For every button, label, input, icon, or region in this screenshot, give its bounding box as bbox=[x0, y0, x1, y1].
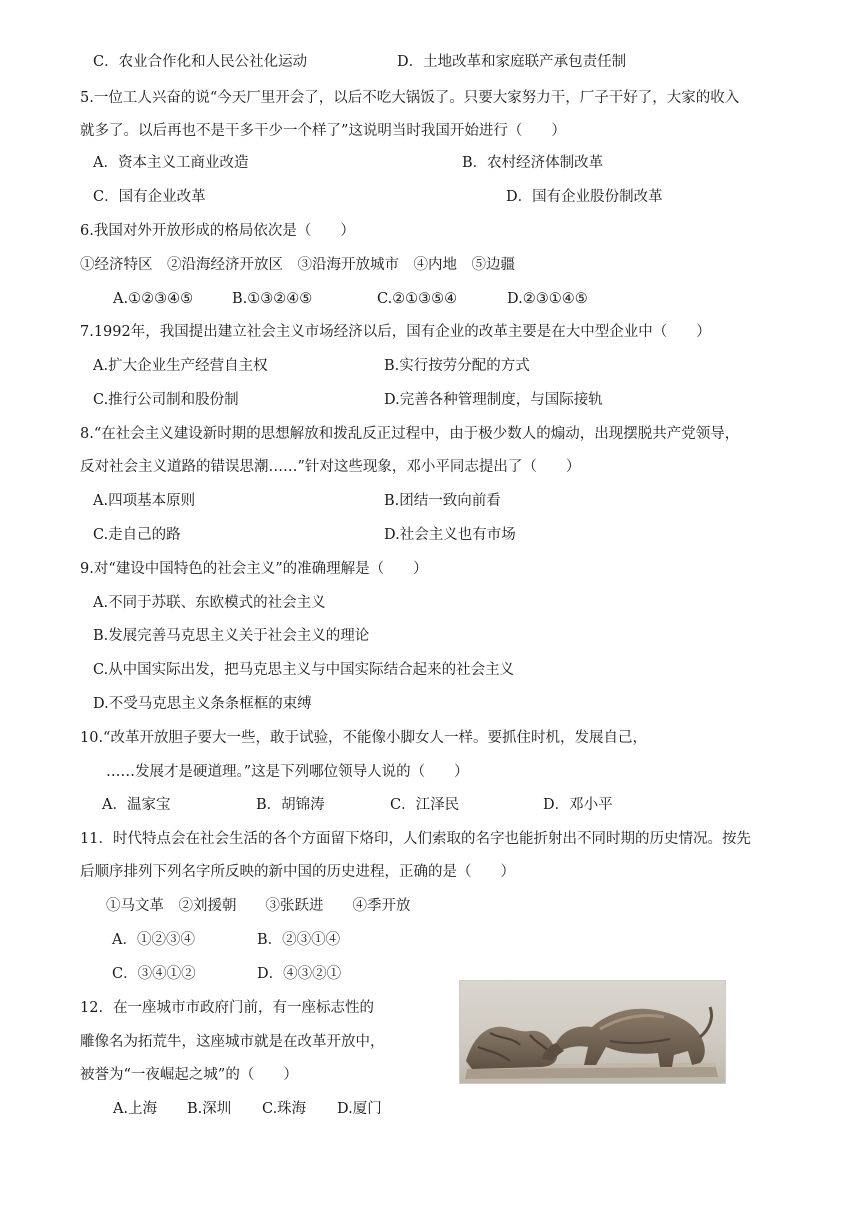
q9-stem: 9.对“建设中国特色的社会主义”的准确理解是（ ） bbox=[80, 561, 428, 577]
q12-option-a: A.上海 bbox=[113, 1101, 158, 1117]
q10-stem-line1: 10.“改革开放胆子要大一些，敢于试验，不能像小脚女人一样。要抓住时机，发展自己， bbox=[80, 730, 647, 746]
q7-option-d: D.完善各种管理制度，与国际接轨 bbox=[384, 392, 603, 408]
q11-stem-line2: 后顺序排列下列名字所反映的新中国的历史进程，正确的是（ ） bbox=[80, 864, 515, 880]
q5-option-b: B．农村经济体制改革 bbox=[462, 155, 604, 171]
q5-option-a: A．资本主义工商业改造 bbox=[93, 155, 249, 171]
q11-option-b: B．②③①④ bbox=[257, 932, 341, 948]
q12-stem-line3: 被誉为“一夜崛起之城”的（ ） bbox=[80, 1067, 298, 1083]
q8-option-b: B.团结一致向前看 bbox=[384, 493, 501, 509]
q6-items: ①经济特区 ②沿海经济开放区 ③沿海开放城市 ④内地 ⑤边疆 bbox=[80, 257, 515, 273]
q4-option-c: C．农业合作化和人民公社化运动 bbox=[93, 54, 308, 70]
q5-stem-line2: 就多了。以后再也不是干多干少一个样了”这说明当时我国开始进行（ ） bbox=[80, 123, 566, 139]
q5-option-d: D．国有企业股份制改革 bbox=[506, 189, 663, 205]
q6-option-c: C.②①③⑤④ bbox=[377, 291, 458, 307]
q7-stem: 7.1992年，我国提出建立社会主义市场经济以后，国有企业的改革主要是在大中型企业中（ ） bbox=[80, 324, 711, 340]
q12-option-d: D.厦门 bbox=[337, 1101, 382, 1117]
q6-stem: 6.我国对外开放形成的格局依次是（ ） bbox=[80, 223, 355, 239]
q9-option-c: C.从中国实际出发，把马克思主义与中国实际结合起来的社会主义 bbox=[93, 662, 515, 678]
q7-option-b: B.实行按劳分配的方式 bbox=[384, 358, 530, 374]
q10-option-c: C．江泽民 bbox=[390, 797, 460, 813]
q10-option-b: B．胡锦涛 bbox=[256, 797, 325, 813]
q7-option-a: A.扩大企业生产经营自主权 bbox=[93, 358, 268, 374]
q4-option-d: D．土地改革和家庭联产承包责任制 bbox=[397, 54, 627, 70]
q10-stem-line2: ……发展才是硬道理。”这是下列哪位领导人说的（ ） bbox=[106, 764, 469, 780]
q9-option-b: B.发展完善马克思主义关于社会主义的理论 bbox=[93, 628, 370, 644]
q6-option-a: A.①②③④⑤ bbox=[113, 291, 194, 307]
q11-option-c: C．③④①② bbox=[112, 966, 196, 982]
q5-stem-line1: 5.一位工人兴奋的说“今天厂里开会了，以后不吃大锅饭了。只要大家努力干，厂子干好了，大家的收入 bbox=[80, 90, 740, 106]
q9-option-d: D.不受马克思主义条条框框的束缚 bbox=[93, 696, 312, 712]
q8-stem-line2: 反对社会主义道路的错误思潮……”针对这些现象，邓小平同志提出了（ ） bbox=[80, 459, 581, 475]
q6-option-d: D.②③①④⑤ bbox=[507, 291, 588, 307]
q12-option-c: C.珠海 bbox=[262, 1101, 307, 1117]
q11-items: ①马文革 ②刘援朝 ③张跃进 ④季开放 bbox=[106, 898, 411, 914]
bull-sculpture-icon bbox=[460, 981, 725, 1083]
q12-stem-line2: 雕像名为拓荒牛，这座城市就是在改革开放中， bbox=[80, 1034, 385, 1050]
q10-option-d: D．邓小平 bbox=[543, 797, 613, 813]
q5-option-c: C．国有企业改革 bbox=[93, 189, 206, 205]
pioneer-bull-sculpture-image bbox=[459, 980, 726, 1084]
q8-option-d: D.社会主义也有市场 bbox=[384, 527, 516, 543]
q11-stem-line1: 11．时代特点会在社会生活的各个方面留下烙印，人们索取的名字也能折射出不同时期的历史情况。按先 bbox=[80, 831, 751, 847]
q8-stem-line1: 8.“在社会主义建设新时期的思想解放和拨乱反正过程中，由于极少数人的煽动，出现摆脱共产党领导， bbox=[80, 426, 740, 442]
q11-option-d: D．④③②① bbox=[257, 966, 342, 982]
q6-option-b: B.①③②④⑤ bbox=[232, 291, 313, 307]
q10-option-a: A．温家宝 bbox=[102, 797, 171, 813]
q11-option-a: A．①②③④ bbox=[112, 932, 195, 948]
q12-option-b: B.深圳 bbox=[187, 1101, 232, 1117]
q7-option-c: C.推行公司制和股份制 bbox=[93, 392, 239, 408]
q8-option-a: A.四项基本原则 bbox=[93, 493, 196, 509]
q9-option-a: A.不同于苏联、东欧模式的社会主义 bbox=[93, 595, 326, 611]
q12-stem-line1: 12．在一座城市市政府门前，有一座标志性的 bbox=[80, 1000, 374, 1016]
q8-option-c: C.走自己的路 bbox=[93, 527, 181, 543]
